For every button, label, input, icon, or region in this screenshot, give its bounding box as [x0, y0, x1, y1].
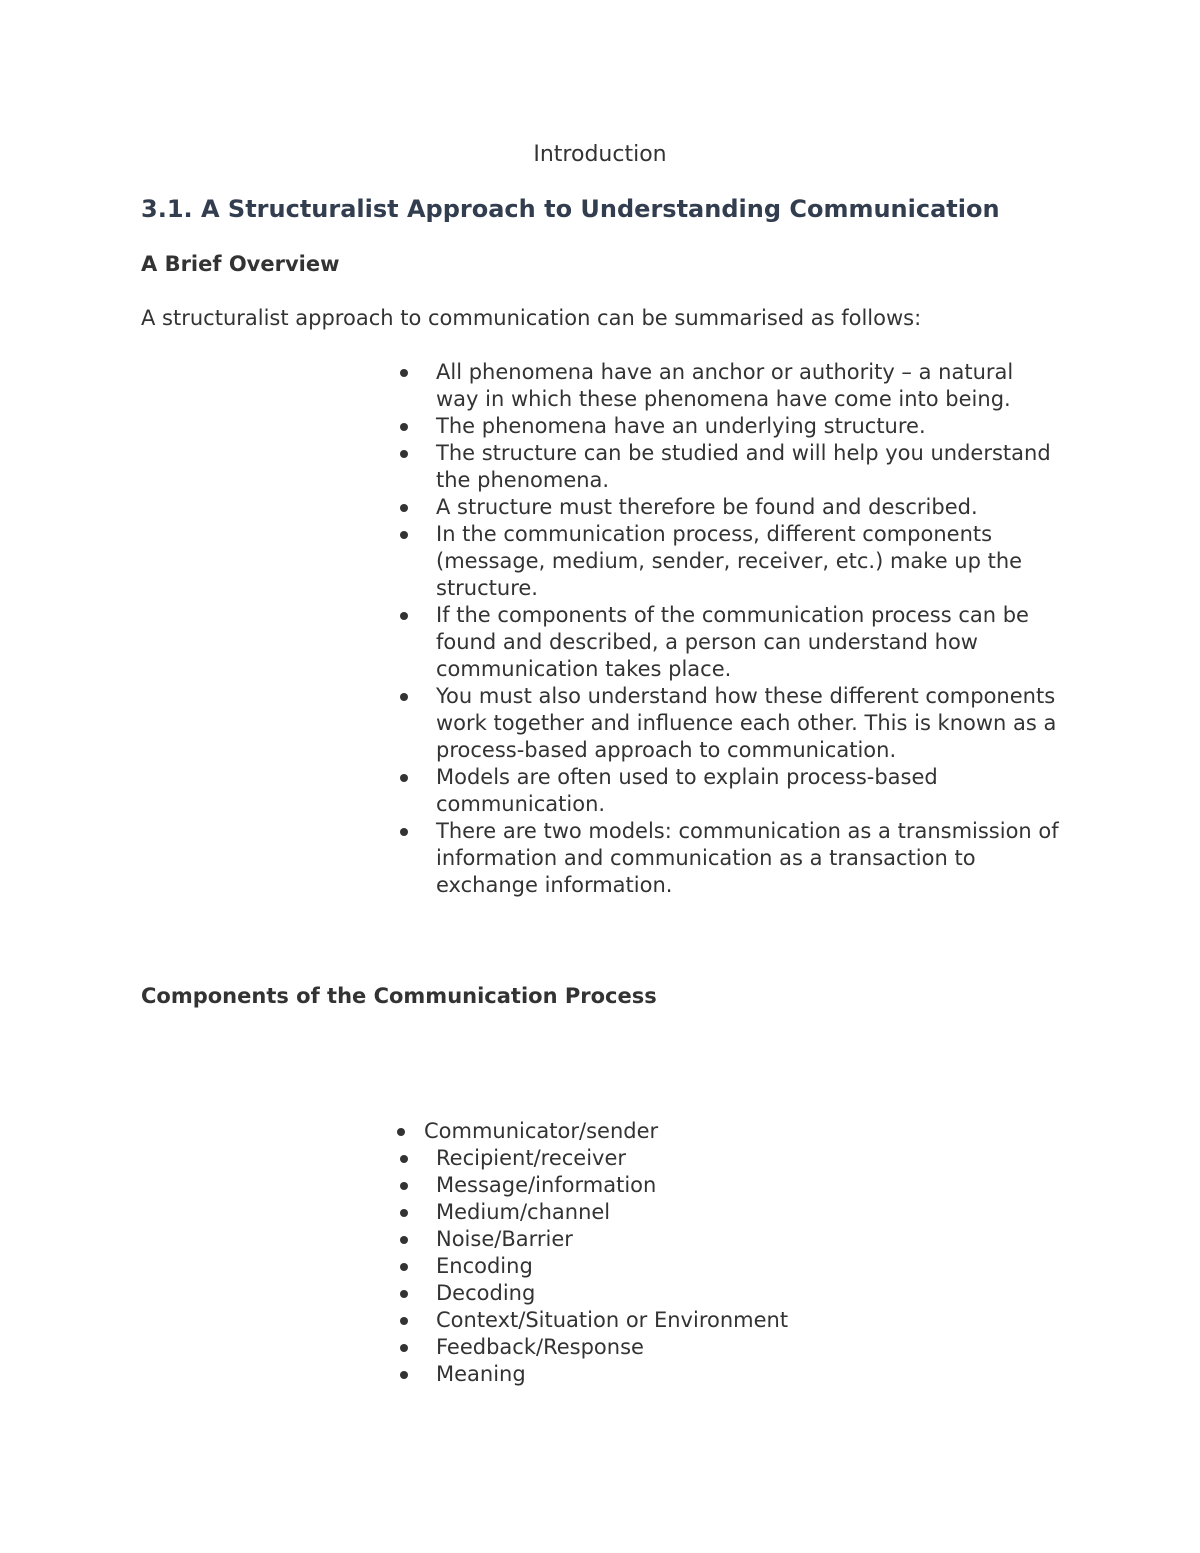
section-heading: 3.1. A Structuralist Approach to Understanding Communication [141, 195, 1000, 223]
page-title: Introduction [533, 142, 667, 167]
list-item-text: Decoding [436, 1281, 536, 1305]
list-item-text: All phenomena have an anchor or authority – a natural way in which these phenomena have come into being. [436, 360, 1014, 411]
bullet-icon [400, 774, 408, 782]
list-item-text: There are two models: communication as a transmission of information and communication as a transaction to exchange information. [436, 819, 1059, 897]
list-item-text: Models are often used to explain process-based communication. [436, 765, 938, 816]
list-item [400, 440, 1060, 494]
list-item [400, 1253, 1060, 1280]
list-item [400, 521, 1060, 602]
list-item [400, 1307, 1060, 1334]
bullet-icon [400, 531, 408, 539]
bullet-icon [400, 1236, 408, 1244]
list-item [400, 602, 1060, 683]
list-item-text: Context/Situation or Environment [436, 1308, 789, 1332]
bullet-icon [400, 1263, 408, 1271]
bullet-icon [400, 1155, 408, 1163]
list-item [400, 1361, 1060, 1388]
list-item-text: If the components of the communication process can be found and described, a person can understand how communication takes place. [436, 603, 1029, 681]
bullet-icon [400, 828, 408, 836]
components-heading: Components of the Communication Process [141, 984, 657, 1008]
list-item [400, 683, 1060, 764]
list-item [400, 818, 1060, 899]
bullet-icon [400, 504, 408, 512]
bullet-icon [400, 1182, 408, 1190]
bullet-icon [400, 1344, 408, 1352]
list-item-text: Meaning [436, 1362, 526, 1386]
overview-bullet-list [400, 359, 1060, 899]
bullet-icon [400, 1317, 408, 1325]
list-item [400, 494, 1060, 521]
list-item [400, 359, 1060, 413]
bullet-icon [400, 1209, 408, 1217]
list-item [400, 1199, 1060, 1226]
list-item [400, 1334, 1060, 1361]
list-item-text: A structure must therefore be found and described. [436, 495, 978, 519]
list-item [400, 1118, 1060, 1145]
list-item-text: You must also understand how these different components work together and influence each other. This is known as a process-based approach to communication. [436, 684, 1057, 762]
bullet-icon [400, 693, 408, 701]
list-item-text: Message/information [436, 1173, 657, 1197]
bullet-icon [400, 450, 408, 458]
components-bullet-list [400, 1118, 1060, 1388]
list-item [400, 1226, 1060, 1253]
bullet-icon [397, 1128, 405, 1136]
list-item [400, 764, 1060, 818]
bullet-icon [400, 1371, 408, 1379]
bullet-icon [400, 1290, 408, 1298]
bullet-icon [400, 612, 408, 620]
list-item-text: Encoding [436, 1254, 533, 1278]
list-item [400, 1145, 1060, 1172]
bullet-icon [400, 369, 408, 377]
list-item-text: Recipient/receiver [436, 1146, 627, 1170]
list-item-text: Communicator/sender [424, 1119, 659, 1143]
list-item-text: The phenomena have an underlying structure. [436, 414, 926, 438]
list-item [400, 1172, 1060, 1199]
list-item [400, 413, 1060, 440]
list-item [400, 1280, 1060, 1307]
bullet-icon [400, 423, 408, 431]
list-item-text: Medium/channel [436, 1200, 611, 1224]
list-item-text: In the communication process, different components (message, medium, sender, receiver, etc.) make up the structure. [436, 522, 1023, 600]
overview-heading: A Brief Overview [141, 252, 340, 276]
list-item-text: Noise/Barrier [436, 1227, 573, 1251]
list-item-text: Feedback/Response [436, 1335, 644, 1359]
overview-intro-paragraph: A structuralist approach to communication can be summarised as follows: [141, 306, 922, 330]
list-item-text: The structure can be studied and will help you understand the phenomena. [436, 441, 1051, 492]
